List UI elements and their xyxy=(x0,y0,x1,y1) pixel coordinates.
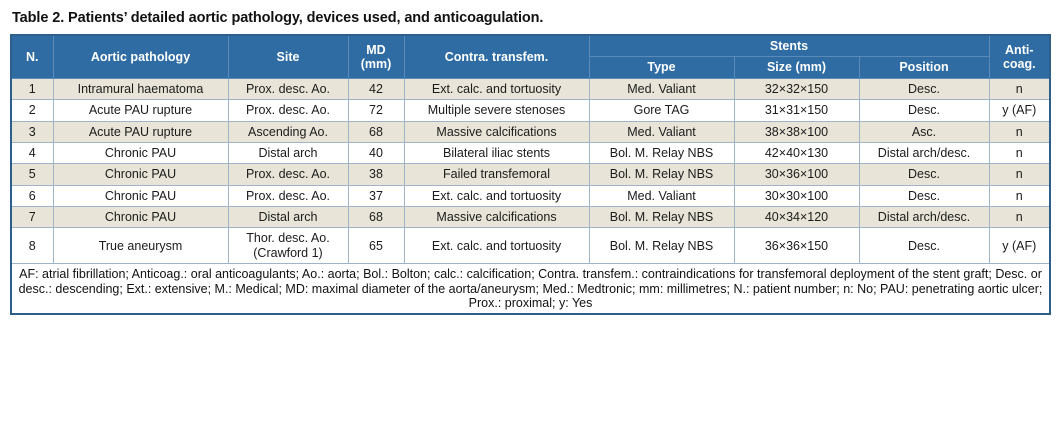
cell-stent-size: 31×31×150 xyxy=(734,100,859,121)
cell-stent-type: Bol. M. Relay NBS xyxy=(589,164,734,185)
col-header-contra: Contra. transfem. xyxy=(404,35,589,78)
cell-n: 5 xyxy=(11,164,53,185)
col-header-n: N. xyxy=(11,35,53,78)
cell-n: 8 xyxy=(11,228,53,264)
cell-site-line2: (Crawford 1) xyxy=(253,245,323,260)
col-header-anticoag-line1: Anti- xyxy=(1005,42,1034,57)
table-row xyxy=(11,164,1050,185)
cell-md: 37 xyxy=(348,185,404,206)
col-header-pathology: Aortic pathology xyxy=(53,35,228,78)
cell-md: 68 xyxy=(348,207,404,228)
cell-pathology: Chronic PAU xyxy=(53,185,228,206)
cell-contra: Multiple severe stenoses xyxy=(404,100,589,121)
col-header-anticoag-line2: coag. xyxy=(1002,56,1036,71)
cell-stent-type: Bol. M. Relay NBS xyxy=(589,207,734,228)
table-row xyxy=(11,78,1050,99)
cell-anticoag: n xyxy=(989,185,1050,206)
cell-stent-position: Distal arch/desc. xyxy=(859,207,989,228)
cell-n: 4 xyxy=(11,142,53,163)
table-header xyxy=(11,35,1050,78)
cell-md: 40 xyxy=(348,142,404,163)
cell-stent-type: Med. Valiant xyxy=(589,185,734,206)
cell-stent-size: 42×40×130 xyxy=(734,142,859,163)
cell-stent-size: 40×34×120 xyxy=(734,207,859,228)
col-header-md-unit: (mm) xyxy=(360,56,392,71)
cell-stent-size: 30×36×100 xyxy=(734,164,859,185)
cell-stent-size: 32×32×150 xyxy=(734,78,859,99)
cell-stent-type: Bol. M. Relay NBS xyxy=(589,142,734,163)
col-header-stent-position: Position xyxy=(859,57,989,78)
header-row-top xyxy=(11,35,1050,57)
cell-site: Prox. desc. Ao. xyxy=(228,78,348,99)
cell-contra: Ext. calc. and tortuosity xyxy=(404,228,589,264)
cell-contra: Bilateral iliac stents xyxy=(404,142,589,163)
cell-anticoag: y (AF) xyxy=(989,228,1050,264)
cell-stent-position: Desc. xyxy=(859,164,989,185)
table-row xyxy=(11,142,1050,163)
cell-contra: Ext. calc. and tortuosity xyxy=(404,185,589,206)
cell-stent-position: Desc. xyxy=(859,78,989,99)
cell-stent-size: 38×38×100 xyxy=(734,121,859,142)
cell-anticoag: n xyxy=(989,142,1050,163)
cell-stent-size: 30×30×100 xyxy=(734,185,859,206)
cell-pathology: Intramural haematoma xyxy=(53,78,228,99)
cell-site: Prox. desc. Ao. xyxy=(228,100,348,121)
cell-stent-type: Gore TAG xyxy=(589,100,734,121)
col-header-stent-size: Size (mm) xyxy=(734,57,859,78)
col-header-site: Site xyxy=(228,35,348,78)
table-body xyxy=(11,78,1050,263)
table-footer xyxy=(11,264,1050,315)
cell-pathology: Chronic PAU xyxy=(53,207,228,228)
col-header-anticoag xyxy=(989,35,1050,78)
table-row xyxy=(11,228,1050,264)
cell-anticoag: n xyxy=(989,121,1050,142)
cell-n: 2 xyxy=(11,100,53,121)
cell-site: Ascending Ao. xyxy=(228,121,348,142)
footnote-text: AF: atrial fibrillation; Anticoag.: oral anticoagulants; Ao.: aorta; Bol.: Bolton; calc.: calcification; Contra. transfem.: contraindications for transfemoral deployment of the stent graft; Desc. or desc.: descending; Ext.: extensive; M.: Medical; MD: maximal diameter of the aorta/aneurysm; Med.: Medtronic; mm: millimetres; N.: patient number; n: No; PAU: penetrating aortic ulcer; Prox.: proximal; y: Yes xyxy=(11,264,1050,315)
cell-anticoag: n xyxy=(989,164,1050,185)
cell-stent-position: Desc. xyxy=(859,100,989,121)
cell-n: 1 xyxy=(11,78,53,99)
cell-site: Prox. desc. Ao. xyxy=(228,185,348,206)
cell-stent-type: Med. Valiant xyxy=(589,78,734,99)
cell-stent-position: Distal arch/desc. xyxy=(859,142,989,163)
patient-data-table xyxy=(10,34,1051,315)
cell-md: 65 xyxy=(348,228,404,264)
cell-stent-position: Desc. xyxy=(859,228,989,264)
cell-site: Prox. desc. Ao. xyxy=(228,164,348,185)
cell-stent-type: Med. Valiant xyxy=(589,121,734,142)
col-header-stent-type: Type xyxy=(589,57,734,78)
cell-pathology: True aneurysm xyxy=(53,228,228,264)
cell-stent-type: Bol. M. Relay NBS xyxy=(589,228,734,264)
table-row xyxy=(11,100,1050,121)
footnote-row xyxy=(11,264,1050,315)
cell-contra: Failed transfemoral xyxy=(404,164,589,185)
cell-site-line1: Thor. desc. Ao. xyxy=(246,231,330,246)
cell-contra: Massive calcifications xyxy=(404,207,589,228)
cell-site: Distal arch xyxy=(228,207,348,228)
col-header-stents: Stents xyxy=(589,35,989,57)
cell-site xyxy=(228,228,348,264)
cell-anticoag: n xyxy=(989,78,1050,99)
cell-pathology: Chronic PAU xyxy=(53,142,228,163)
cell-contra: Massive calcifications xyxy=(404,121,589,142)
cell-pathology: Chronic PAU xyxy=(53,164,228,185)
cell-md: 68 xyxy=(348,121,404,142)
cell-md: 38 xyxy=(348,164,404,185)
cell-md: 72 xyxy=(348,100,404,121)
cell-pathology: Acute PAU rupture xyxy=(53,121,228,142)
table-caption: Table 2. Patients’ detailed aortic pathology, devices used, and anticoagulation. xyxy=(12,10,544,26)
table-row xyxy=(11,185,1050,206)
cell-md: 42 xyxy=(348,78,404,99)
cell-stent-size: 36×36×150 xyxy=(734,228,859,264)
cell-anticoag: y (AF) xyxy=(989,100,1050,121)
table-row xyxy=(11,207,1050,228)
col-header-md xyxy=(348,35,404,78)
cell-contra: Ext. calc. and tortuosity xyxy=(404,78,589,99)
col-header-md-label: MD xyxy=(366,42,386,57)
cell-n: 7 xyxy=(11,207,53,228)
cell-stent-position: Asc. xyxy=(859,121,989,142)
cell-n: 3 xyxy=(11,121,53,142)
cell-site: Distal arch xyxy=(228,142,348,163)
cell-pathology: Acute PAU rupture xyxy=(53,100,228,121)
cell-stent-position: Desc. xyxy=(859,185,989,206)
table-row xyxy=(11,121,1050,142)
cell-n: 6 xyxy=(11,185,53,206)
cell-anticoag: n xyxy=(989,207,1050,228)
